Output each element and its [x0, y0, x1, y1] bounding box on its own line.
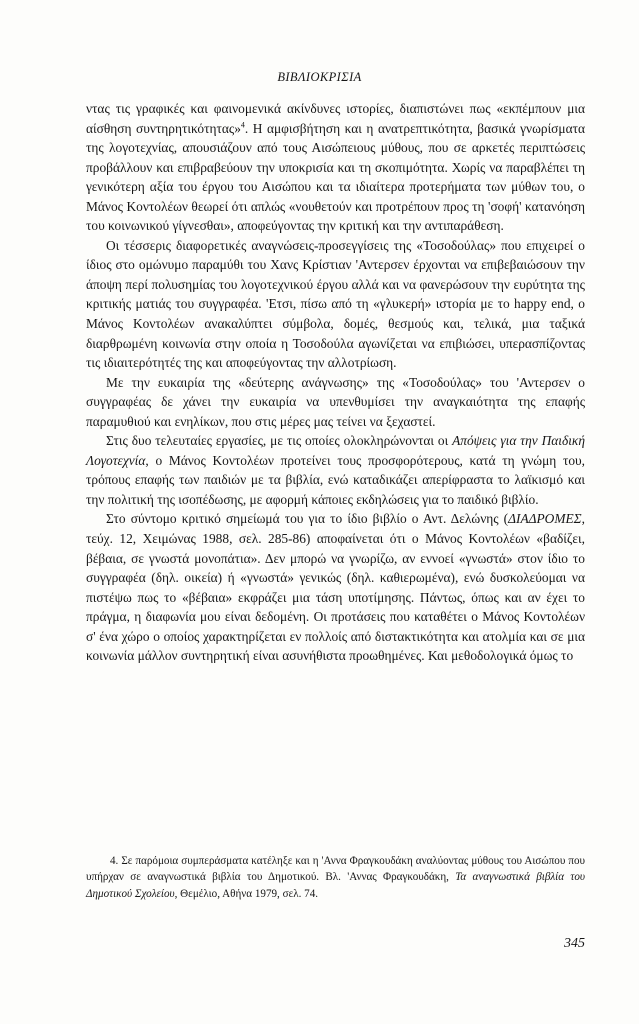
- paragraph-5-part-a: Στο σύντομο κριτικό σημείωμά του για το ίδιο βιβλίο ο Αντ. Δελώνης (: [106, 511, 509, 527]
- footnote-part-a: 4. Σε παρόμοια συμπεράσματα κατέληξε και η 'Αννα Φραγκουδάκη αναλύοντας μύθους του Αισώπου που υπήρχαν σε αναγνωστικά βιβλία του Δημοτικού. Βλ. 'Αννας Φραγκουδάκη,: [86, 855, 585, 884]
- paragraph-4-part-b: , ο Μάνος Κοντολέων προτείνει τους προσφορότερους, κατά τη γνώμη του, τρόπους επαφής των παιδιών με τα βιβλία, ενώ καταδικάζει απερίφραστα το λαϊκισμό και την πολιτική της ισοπέδωσης, με αφορμή κάποιες εκδηλώσεις για το παιδικό βιβλίο.: [86, 452, 585, 507]
- footnote-part-b: , Θεμέλιο, Αθήνα 1979, σελ. 74.: [174, 887, 319, 900]
- journal-title: ΔΙΑΔΡΟΜΕΣ: [508, 511, 582, 527]
- paragraph-1-part-a: ντας τις γραφικές και φαινομενικά ακίνδυνες ιστορίες, διαπιστώνει πως «εκπέμπουν μια αίσθηση συντηρητικότητας»: [86, 101, 585, 136]
- running-header: ΒΙΒΛΙΟΚΡΙΣΙΑ: [277, 70, 362, 84]
- paragraph-3: Με την ευκαιρία της «δεύτερης ανάγνωσης» της «Τοσοδούλας» του 'Αντερσεν ο συγγραφέας δε χάνει την ευκαιρία να υπενθυμίσει την αναγκαιότητα της επαφής παραμυθιού και ενηλίκων, που στις μέρες μας τείνει να ξεχαστεί.: [86, 374, 585, 429]
- paragraph-1-part-b: . Η αμφισβήτηση και η ανατρεπτικότητα, βασικά γνωρίσματα της λογοτεχνίας, απουσιάζουν από τους Αισώπειους μύθους, που σε αρκετές περιπτώσεις προβάλλουν και επιβραβεύουν την υποκρισία και τη σκοπιμότητα. Χωρίς να παραβλέπει τη γενικότερη αξία του έργου του Αισώπου και τα ιδιαίτερα προτερήματα των μύθων του, ο Μάνος Κοντολέων θεωρεί ότι απλώς «νουθετούν και προτρέπουν προς τη 'σοφή' κατανόηση του κοινωνικού γίγνεσθαι», αποφεύγοντας την κριτική και την αντιπαράθεση.: [86, 120, 585, 234]
- paragraph-1: [86, 99, 585, 236]
- footnote-reference: 4: [240, 120, 245, 130]
- paragraph-5-part-b: , τεύχ. 12, Χειμώνας 1988, σελ. 285-86) αποφαίνεται ότι ο Μάνος Κοντολέων «βαδίζει, βέβαια, σε γνωστά μονοπάτια». Δεν μπορώ να γνωρίζω, αν εννοεί «γνωστά» στον ίδιο το συγγραφέα (δηλ. οικεία) ή «γνωστά» γενικώς (δηλ. καθιερωμένα), ενώ δυσκολεύομαι να πιστέψω πως το «βέβαια» εκφράζει μια τάση υποτίμησης. Πάντως, όπως και αν έχει το πράγμα, η διαφωνία μου είναι δεδομένη. Οι προτάσεις που καταθέτει ο Μάνος Κοντολέων σ' ένα χώρο ο οποίος χαρακτηρίζεται εν πολλοίς από διστακτικότητα και ατολμία και σε μια κοινωνία μάλλον συντηρητική είναι ασυνήθιστα προωθημένες. Και μεθοδολογικά όμως το: [86, 511, 585, 664]
- footnote: [86, 853, 585, 902]
- paragraph-4-part-a: Στις δυο τελευταίες εργασίες, με τις οποίες ολοκληρώνονται οι: [106, 433, 453, 449]
- book-title: Απόψεις για την Παιδική Λογοτεχνία: [86, 433, 586, 468]
- main-text: [86, 99, 585, 666]
- footnote-book-title: Τα αναγνωστικά βιβλία του Δημοτικού Σχολείου: [86, 871, 585, 900]
- paragraph-5: [86, 509, 585, 665]
- paragraph-4: [86, 431, 585, 509]
- page-number: 345: [564, 936, 585, 951]
- paragraph-2: Οι τέσσερις διαφορετικές αναγνώσεις-προσεγγίσεις της «Τοσοδούλας» που επιχειρεί ο ίδιος στο ομώνυμο παραμύθι του Χανς Κρίστιαν 'Αντερσεν έρχονται να επιβεβαιώσουν την άποψη περί πολυσημίας του λογοτεχνικού έργου αλλά και να φανερώσουν την ευρύτητα της κριτικής ματιάς του συγγραφέα. 'Ετσι, πίσω από τη «γλυκερή» ιστορία με το happy end, ο Μάνος Κοντολέων ανακαλύπτει σύμβολα, δομές, θεσμούς και, τελικά, μια ταξικά διαρθρωμένη κοινωνία στην οποία η Τοσοδούλα αγωνίζεται να επιβιώσει, υπερασπίζοντας τις ιδιαιτερότητές της και αποφεύγοντας την αλλοτρίωση.: [86, 237, 585, 371]
- footnote-4: [86, 853, 585, 902]
